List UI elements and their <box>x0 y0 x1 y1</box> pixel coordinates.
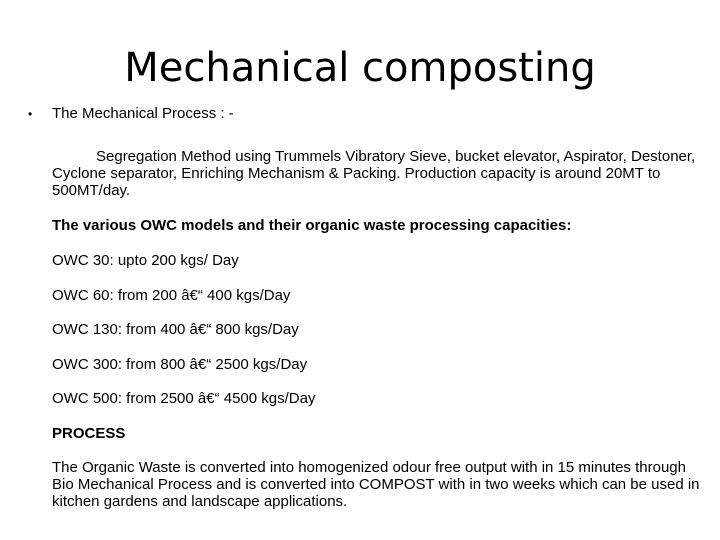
bullet-text: The Mechanical Process : - <box>52 105 234 122</box>
process-description: Segregation Method using Trummels Vibratory Sieve, bucket elevator, Aspirator, Destoner, Cyclone separator, Enriching Mechanism & Packing. Production capacity is around 20MT to 500MT/day. <box>52 148 696 199</box>
model-item-owc30: OWC 30: upto 200 kgs/ Day <box>52 252 239 269</box>
model-item-owc60: OWC 60: from 200 â€“ 400 kgs/Day <box>52 287 291 304</box>
process-text: The Organic Waste is converted into homogenized odour free output with in 15 minutes through Bio Mechanical Process and is converted into COMPOST with in two weeks which can be used in kitchen gardens and landscape applications. <box>52 459 700 510</box>
bullet-dot-icon: • <box>28 107 33 121</box>
models-heading: The various OWC models and their organic waste processing capacities: <box>52 217 572 234</box>
model-item-owc130: OWC 130: from 400 â€“ 800 kgs/Day <box>52 321 299 338</box>
slide-title: Mechanical composting <box>124 45 596 91</box>
model-item-owc300: OWC 300: from 800 â€“ 2500 kgs/Day <box>52 356 308 373</box>
process-heading: PROCESS <box>52 425 126 442</box>
model-item-owc500: OWC 500: from 2500 â€“ 4500 kgs/Day <box>52 390 316 407</box>
